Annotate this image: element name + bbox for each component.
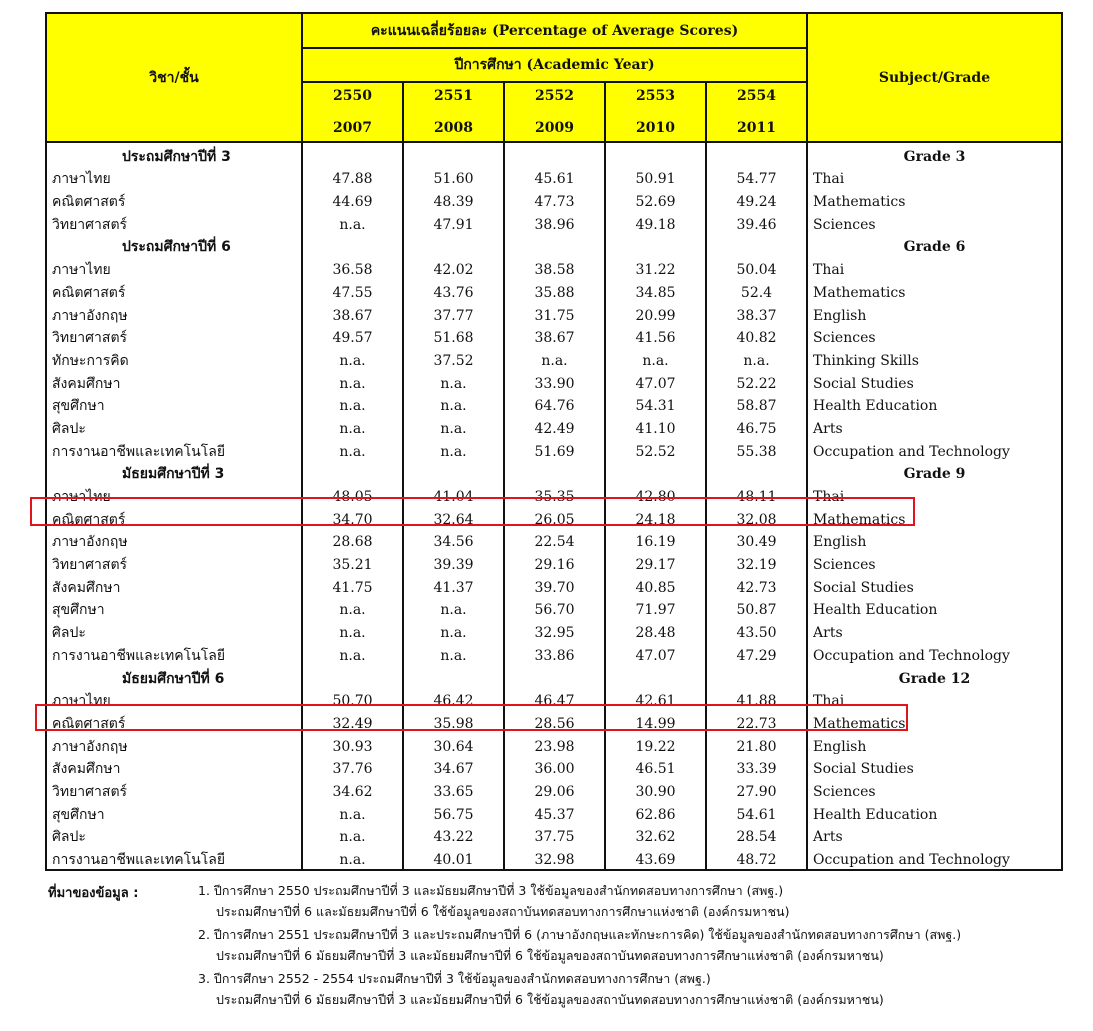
- source-note-line: ประถมศึกษาปีที่ 6 มัธยมศึกษาปีที่ 3 และมัธยมศึกษาปีที่ 6 ใช้ข้อมูลของสถาบันทดสอบทางการศึกษาแห่งชาติ (องค์กรมหาชน): [216, 948, 884, 963]
- score-cell: 39.46: [706, 211, 807, 234]
- subject-thai: วิทยาศาสตร์: [46, 211, 302, 234]
- score-cell: 36.58: [302, 256, 403, 279]
- academic-year-header: ปีการศึกษา (Academic Year): [302, 48, 807, 82]
- score-cell: 45.37: [504, 801, 605, 824]
- score-cell: 40.85: [605, 574, 706, 597]
- score-cell: [302, 461, 403, 484]
- subject-thai: ศิลปะ: [46, 824, 302, 847]
- table-row: [46, 256, 1062, 279]
- subject-english: Thinking Skills: [807, 347, 1062, 370]
- subject-thai: วิทยาศาสตร์: [46, 325, 302, 348]
- score-cell: 41.56: [605, 325, 706, 348]
- scores-table: [45, 12, 1063, 871]
- score-cell: [605, 665, 706, 688]
- source-label: ที่มาของข้อมูล :: [48, 886, 139, 901]
- source-note-line: 3. ปีการศึกษา 2552 - 2554 ประถมศึกษาปีที่ 3 ใช้ข้อมูลของสำนักทดสอบทางการศึกษา (สพฐ.): [198, 971, 711, 986]
- subject-thai: การงานอาชีพและเทคโนโลยี: [46, 642, 302, 665]
- score-cell: 16.19: [605, 529, 706, 552]
- score-cell: 47.88: [302, 166, 403, 189]
- subject-english: Arts: [807, 824, 1062, 847]
- score-cell: 28.48: [605, 619, 706, 642]
- subject-thai: สุขศึกษา: [46, 597, 302, 620]
- subject-thai: คณิตศาสตร์: [46, 506, 302, 529]
- table-row: [46, 347, 1062, 370]
- score-cell: 52.22: [706, 370, 807, 393]
- score-cell: 26.05: [504, 506, 605, 529]
- subject-english: Thai: [807, 483, 1062, 506]
- table-row: [46, 846, 1062, 870]
- year-be: 2550: [333, 88, 372, 104]
- score-cell: 48.05: [302, 483, 403, 506]
- table-header: [46, 13, 1062, 142]
- score-cell: 47.07: [605, 370, 706, 393]
- subject-english: Sciences: [807, 778, 1062, 801]
- subject-english: English: [807, 302, 1062, 325]
- year-header: [302, 82, 403, 142]
- score-cell: 30.49: [706, 529, 807, 552]
- score-cell: 55.38: [706, 438, 807, 461]
- score-cell: [706, 665, 807, 688]
- score-cell: n.a.: [302, 211, 403, 234]
- score-cell: 32.62: [605, 824, 706, 847]
- score-cell: 31.75: [504, 302, 605, 325]
- score-cell: n.a.: [403, 597, 504, 620]
- score-cell: n.a.: [302, 393, 403, 416]
- subject-english: Social Studies: [807, 574, 1062, 597]
- subject-english: Mathematics: [807, 279, 1062, 302]
- subject-english: Social Studies: [807, 756, 1062, 779]
- table-row: [46, 688, 1062, 711]
- score-cell: [504, 234, 605, 257]
- score-cell: 51.69: [504, 438, 605, 461]
- score-cell: 34.56: [403, 529, 504, 552]
- score-cell: 14.99: [605, 710, 706, 733]
- subject-thai: ภาษาไทย: [46, 483, 302, 506]
- score-cell: [605, 142, 706, 166]
- score-cell: n.a.: [302, 415, 403, 438]
- score-cell: 38.58: [504, 256, 605, 279]
- year-ce: 2009: [535, 120, 574, 136]
- score-cell: 48.39: [403, 188, 504, 211]
- score-cell: 50.87: [706, 597, 807, 620]
- year-be: 2553: [636, 88, 675, 104]
- score-cell: 42.61: [605, 688, 706, 711]
- score-cell: 28.54: [706, 824, 807, 847]
- grade-heading-row: [46, 234, 1062, 257]
- score-cell: n.a.: [302, 642, 403, 665]
- score-cell: 47.07: [605, 642, 706, 665]
- score-cell: 29.17: [605, 551, 706, 574]
- score-cell: 54.77: [706, 166, 807, 189]
- table-row: [46, 597, 1062, 620]
- score-cell: [403, 665, 504, 688]
- score-cell: [403, 234, 504, 257]
- subject-english: Occupation and Technology: [807, 846, 1062, 870]
- table-row: [46, 756, 1062, 779]
- score-cell: 47.29: [706, 642, 807, 665]
- score-cell: 52.52: [605, 438, 706, 461]
- score-cell: 41.75: [302, 574, 403, 597]
- table-row: [46, 733, 1062, 756]
- subject-english: Health Education: [807, 393, 1062, 416]
- table-row: [46, 529, 1062, 552]
- table-row: [46, 778, 1062, 801]
- grade-thai-label: ประถมศึกษาปีที่ 6: [46, 234, 302, 257]
- score-cell: 52.4: [706, 279, 807, 302]
- grade-thai-label: มัธยมศึกษาปีที่ 3: [46, 461, 302, 484]
- score-cell: [302, 142, 403, 166]
- table-row: [46, 801, 1062, 824]
- score-cell: 33.39: [706, 756, 807, 779]
- score-cell: 35.88: [504, 279, 605, 302]
- score-cell: 58.87: [706, 393, 807, 416]
- score-cell: n.a.: [302, 438, 403, 461]
- subject-english: English: [807, 733, 1062, 756]
- subject-english: Social Studies: [807, 370, 1062, 393]
- score-cell: 39.39: [403, 551, 504, 574]
- score-cell: 48.11: [706, 483, 807, 506]
- subject-thai: สุขศึกษา: [46, 393, 302, 416]
- score-cell: 56.75: [403, 801, 504, 824]
- score-cell: n.a.: [403, 642, 504, 665]
- score-cell: 64.76: [504, 393, 605, 416]
- score-cell: [302, 234, 403, 257]
- year-ce: 2007: [333, 120, 372, 136]
- score-cell: 47.73: [504, 188, 605, 211]
- grade-english-label: Grade 3: [807, 142, 1062, 166]
- subject-thai: ภาษาไทย: [46, 166, 302, 189]
- score-cell: [706, 234, 807, 257]
- score-cell: 35.35: [504, 483, 605, 506]
- subject-english: Sciences: [807, 211, 1062, 234]
- year-header: [504, 82, 605, 142]
- grade-english-label: Grade 9: [807, 461, 1062, 484]
- score-cell: 29.16: [504, 551, 605, 574]
- source-note: [198, 924, 961, 966]
- score-cell: 37.75: [504, 824, 605, 847]
- score-cell: [302, 665, 403, 688]
- score-cell: n.a.: [403, 370, 504, 393]
- subject-thai: คณิตศาสตร์: [46, 188, 302, 211]
- english-subject-header: Subject/Grade: [807, 13, 1062, 142]
- score-cell: n.a.: [302, 846, 403, 870]
- source-note: [198, 880, 961, 922]
- score-cell: 48.72: [706, 846, 807, 870]
- year-header: [605, 82, 706, 142]
- score-cell: n.a.: [403, 415, 504, 438]
- score-cell: 41.88: [706, 688, 807, 711]
- score-cell: 42.02: [403, 256, 504, 279]
- thai-subject-header: วิชา/ชั้น: [46, 13, 302, 142]
- score-cell: 32.95: [504, 619, 605, 642]
- subject-thai: สุขศึกษา: [46, 801, 302, 824]
- score-cell: 22.54: [504, 529, 605, 552]
- score-cell: 49.18: [605, 211, 706, 234]
- subject-english: Mathematics: [807, 506, 1062, 529]
- score-cell: 38.96: [504, 211, 605, 234]
- table-row: [46, 166, 1062, 189]
- score-cell: 32.98: [504, 846, 605, 870]
- table-row: [46, 325, 1062, 348]
- score-cell: 29.06: [504, 778, 605, 801]
- score-cell: 42.80: [605, 483, 706, 506]
- grade-english-label: Grade 6: [807, 234, 1062, 257]
- score-cell: 54.61: [706, 801, 807, 824]
- score-cell: n.a.: [605, 347, 706, 370]
- score-cell: 32.64: [403, 506, 504, 529]
- year-be: 2554: [737, 88, 776, 104]
- grade-thai-label: ประถมศึกษาปีที่ 3: [46, 142, 302, 166]
- score-cell: 21.80: [706, 733, 807, 756]
- subject-english: Arts: [807, 619, 1062, 642]
- subject-thai: ภาษาไทย: [46, 256, 302, 279]
- score-cell: 51.60: [403, 166, 504, 189]
- score-cell: 38.67: [504, 325, 605, 348]
- score-cell: 62.86: [605, 801, 706, 824]
- table-row: [46, 483, 1062, 506]
- score-cell: [403, 142, 504, 166]
- grade-heading-row: [46, 461, 1062, 484]
- table-body: [46, 142, 1062, 870]
- score-cell: n.a.: [302, 619, 403, 642]
- subject-english: Health Education: [807, 801, 1062, 824]
- table-row: [46, 824, 1062, 847]
- year-ce: 2011: [737, 120, 776, 136]
- subject-english: Sciences: [807, 325, 1062, 348]
- year-be: 2552: [535, 88, 574, 104]
- score-cell: 35.21: [302, 551, 403, 574]
- subject-thai: วิทยาศาสตร์: [46, 551, 302, 574]
- subject-english: Sciences: [807, 551, 1062, 574]
- score-cell: 20.99: [605, 302, 706, 325]
- source-notes-list: [198, 880, 961, 1012]
- score-cell: 52.69: [605, 188, 706, 211]
- score-cell: n.a.: [302, 824, 403, 847]
- score-cell: 50.70: [302, 688, 403, 711]
- subject-thai: สังคมศึกษา: [46, 370, 302, 393]
- table-title: คะแนนเฉลี่ยร้อยละ (Percentage of Average Scores): [302, 13, 807, 48]
- score-cell: 36.00: [504, 756, 605, 779]
- score-cell: 41.10: [605, 415, 706, 438]
- subject-thai: ภาษาอังกฤษ: [46, 529, 302, 552]
- table-row: [46, 619, 1062, 642]
- year-header: [706, 82, 807, 142]
- table-row: [46, 506, 1062, 529]
- score-cell: [504, 461, 605, 484]
- table-row: [46, 415, 1062, 438]
- table-row: [46, 551, 1062, 574]
- subject-thai: คณิตศาสตร์: [46, 710, 302, 733]
- score-cell: 46.51: [605, 756, 706, 779]
- subject-thai: สังคมศึกษา: [46, 574, 302, 597]
- score-cell: 42.49: [504, 415, 605, 438]
- grade-english-label: Grade 12: [807, 665, 1062, 688]
- subject-thai: คณิตศาสตร์: [46, 279, 302, 302]
- score-cell: 43.69: [605, 846, 706, 870]
- score-cell: 45.61: [504, 166, 605, 189]
- score-cell: 32.49: [302, 710, 403, 733]
- subject-thai: วิทยาศาสตร์: [46, 778, 302, 801]
- score-cell: 71.97: [605, 597, 706, 620]
- score-cell: 41.04: [403, 483, 504, 506]
- score-cell: [403, 461, 504, 484]
- score-cell: 50.91: [605, 166, 706, 189]
- score-cell: 43.22: [403, 824, 504, 847]
- score-cell: 46.42: [403, 688, 504, 711]
- score-cell: 49.24: [706, 188, 807, 211]
- grade-thai-label: มัธยมศึกษาปีที่ 6: [46, 665, 302, 688]
- subject-english: Health Education: [807, 597, 1062, 620]
- table-row: [46, 642, 1062, 665]
- subject-thai: การงานอาชีพและเทคโนโลยี: [46, 438, 302, 461]
- table-row: [46, 370, 1062, 393]
- score-cell: 19.22: [605, 733, 706, 756]
- score-cell: 43.76: [403, 279, 504, 302]
- table-row: [46, 302, 1062, 325]
- year-ce: 2010: [636, 120, 675, 136]
- score-cell: 40.82: [706, 325, 807, 348]
- score-cell: n.a.: [504, 347, 605, 370]
- score-cell: 37.77: [403, 302, 504, 325]
- score-cell: 30.93: [302, 733, 403, 756]
- grade-heading-row: [46, 142, 1062, 166]
- score-cell: n.a.: [302, 801, 403, 824]
- score-cell: 30.64: [403, 733, 504, 756]
- subject-english: Thai: [807, 166, 1062, 189]
- table-row: [46, 574, 1062, 597]
- subject-thai: การงานอาชีพและเทคโนโลยี: [46, 846, 302, 870]
- table-row: [46, 393, 1062, 416]
- score-cell: 40.01: [403, 846, 504, 870]
- score-cell: 28.56: [504, 710, 605, 733]
- subject-thai: ภาษาไทย: [46, 688, 302, 711]
- score-cell: 30.90: [605, 778, 706, 801]
- score-cell: [504, 142, 605, 166]
- score-cell: 44.69: [302, 188, 403, 211]
- score-cell: 41.37: [403, 574, 504, 597]
- score-cell: 54.31: [605, 393, 706, 416]
- score-cell: 43.50: [706, 619, 807, 642]
- subject-thai: ภาษาอังกฤษ: [46, 733, 302, 756]
- subject-english: Arts: [807, 415, 1062, 438]
- score-cell: 50.04: [706, 256, 807, 279]
- score-cell: 34.85: [605, 279, 706, 302]
- score-cell: [706, 461, 807, 484]
- score-cell: 22.73: [706, 710, 807, 733]
- score-cell: 49.57: [302, 325, 403, 348]
- subject-english: Occupation and Technology: [807, 438, 1062, 461]
- score-cell: [706, 142, 807, 166]
- subject-thai: ศิลปะ: [46, 619, 302, 642]
- score-cell: n.a.: [403, 438, 504, 461]
- table-row: [46, 188, 1062, 211]
- table-row: [46, 710, 1062, 733]
- source-note-line: ประถมศึกษาปีที่ 6 มัธยมศึกษาปีที่ 3 และมัธยมศึกษาปีที่ 6 ใช้ข้อมูลของสถาบันทดสอบทางการศึกษาแห่งชาติ (องค์กรมหาชน): [216, 992, 884, 1007]
- subject-thai: ภาษาอังกฤษ: [46, 302, 302, 325]
- score-cell: n.a.: [706, 347, 807, 370]
- source-note-line: 1. ปีการศึกษา 2550 ประถมศึกษาปีที่ 3 และมัธยมศึกษาปีที่ 3 ใช้ข้อมูลของสำนักทดสอบทางการศึกษา (สพฐ.): [198, 883, 784, 898]
- score-cell: 28.68: [302, 529, 403, 552]
- score-cell: 33.65: [403, 778, 504, 801]
- score-cell: 27.90: [706, 778, 807, 801]
- score-cell: 38.37: [706, 302, 807, 325]
- score-cell: 39.70: [504, 574, 605, 597]
- score-cell: n.a.: [302, 370, 403, 393]
- score-cell: 33.86: [504, 642, 605, 665]
- score-cell: n.a.: [302, 597, 403, 620]
- score-cell: [605, 234, 706, 257]
- score-cell: 31.22: [605, 256, 706, 279]
- subject-english: English: [807, 529, 1062, 552]
- score-cell: 34.62: [302, 778, 403, 801]
- score-cell: 32.19: [706, 551, 807, 574]
- year-ce: 2008: [434, 120, 473, 136]
- score-cell: n.a.: [302, 347, 403, 370]
- score-cell: 42.73: [706, 574, 807, 597]
- score-cell: 51.68: [403, 325, 504, 348]
- score-cell: 56.70: [504, 597, 605, 620]
- score-cell: [605, 461, 706, 484]
- subject-english: Occupation and Technology: [807, 642, 1062, 665]
- score-cell: 46.47: [504, 688, 605, 711]
- subject-english: Thai: [807, 256, 1062, 279]
- source-note-line: ประถมศึกษาปีที่ 6 และมัธยมศึกษาปีที่ 6 ใช้ข้อมูลของสถาบันทดสอบทางการศึกษาแห่งชาติ (องค์กรมหาชน): [216, 904, 790, 919]
- score-cell: 32.08: [706, 506, 807, 529]
- source-note: [198, 968, 961, 1010]
- subject-thai: ศิลปะ: [46, 415, 302, 438]
- score-cell: 38.67: [302, 302, 403, 325]
- score-cell: 35.98: [403, 710, 504, 733]
- grade-heading-row: [46, 665, 1062, 688]
- subject-english: Mathematics: [807, 188, 1062, 211]
- score-cell: [504, 665, 605, 688]
- score-cell: 24.18: [605, 506, 706, 529]
- score-cell: 47.91: [403, 211, 504, 234]
- score-cell: 46.75: [706, 415, 807, 438]
- score-cell: 34.70: [302, 506, 403, 529]
- table-row: [46, 438, 1062, 461]
- subject-thai: ทักษะการคิด: [46, 347, 302, 370]
- year-header: [403, 82, 504, 142]
- score-cell: 37.76: [302, 756, 403, 779]
- score-cell: 23.98: [504, 733, 605, 756]
- source-note-line: 2. ปีการศึกษา 2551 ประถมศึกษาปีที่ 3 และประถมศึกษาปีที่ 6 (ภาษาอังกฤษและทักษะการคิด) ใช้ข้อมูลของสำนักทดสอบทางการศึกษา (สพฐ.): [198, 927, 962, 942]
- score-cell: n.a.: [403, 619, 504, 642]
- score-cell: 37.52: [403, 347, 504, 370]
- subject-english: Thai: [807, 688, 1062, 711]
- table-row: [46, 279, 1062, 302]
- score-cell: 33.90: [504, 370, 605, 393]
- score-cell: n.a.: [403, 393, 504, 416]
- subject-thai: สังคมศึกษา: [46, 756, 302, 779]
- score-cell: 34.67: [403, 756, 504, 779]
- table-row: [46, 211, 1062, 234]
- score-cell: 47.55: [302, 279, 403, 302]
- year-be: 2551: [434, 88, 473, 104]
- subject-english: Mathematics: [807, 710, 1062, 733]
